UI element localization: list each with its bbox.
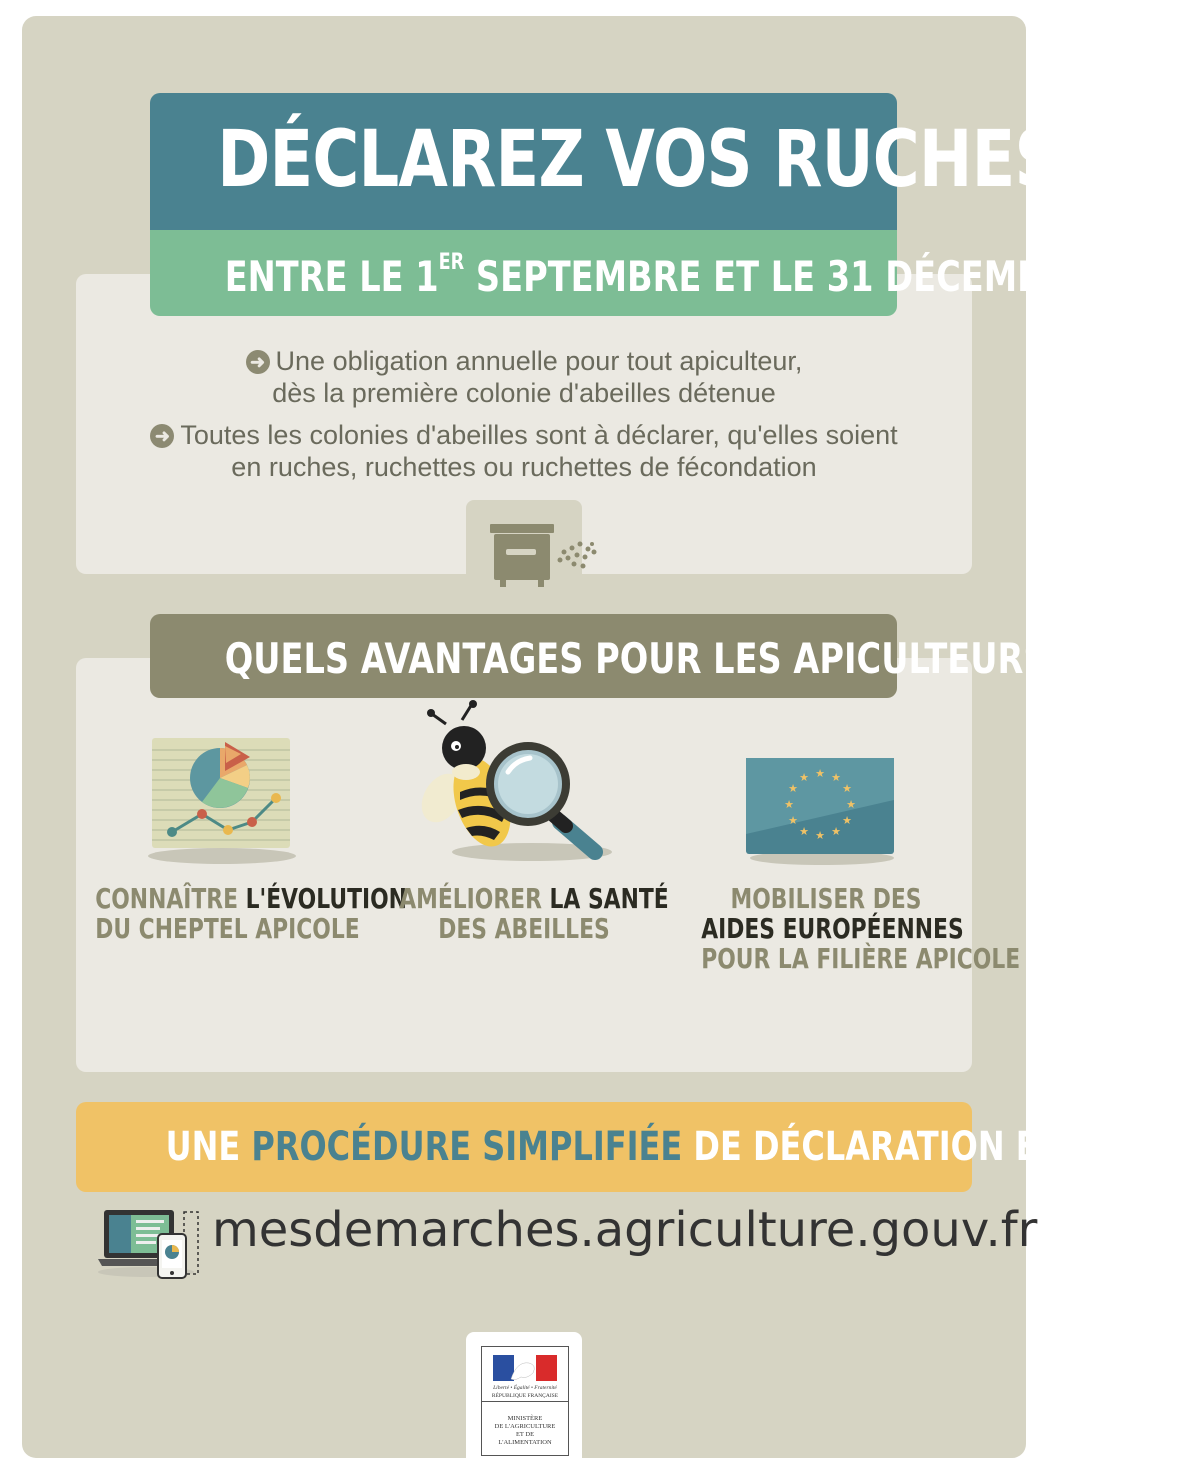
advantages-heading: QUELS AVANTAGES POUR LES APICULTEURS ? <box>224 634 1079 683</box>
advantage-1-b: L'ÉVOLUTION <box>245 882 407 915</box>
chart-icon <box>140 736 300 866</box>
ministry-line-2: DE L'AGRICULTURE <box>494 1423 556 1430</box>
svg-text:★: ★ <box>815 767 825 780</box>
svg-text:★: ★ <box>788 814 798 827</box>
svg-text:★: ★ <box>842 814 852 827</box>
svg-text:★: ★ <box>842 782 852 795</box>
arrow-right-circle-icon: ➜ <box>246 350 270 374</box>
devices-icon <box>96 1206 202 1282</box>
procedure-a: UNE <box>165 1124 252 1170</box>
advantage-1-c: DU CHEPTEL APICOLE <box>95 912 360 945</box>
logo-republic: RÉPUBLIQUE FRANÇAISE <box>491 1393 559 1399</box>
date-suffix: SEPTEMBRE ET LE 31 DÉCEMBRE <box>464 252 1092 301</box>
logo-ministry <box>482 1415 568 1447</box>
svg-text:★: ★ <box>799 825 809 838</box>
logo-divider <box>482 1401 568 1402</box>
svg-text:★: ★ <box>815 829 825 842</box>
page-title: DÉCLAREZ VOS RUCHES <box>217 115 1060 205</box>
smartphone-icon <box>158 1234 186 1278</box>
bee-magnifier-icon <box>420 702 620 870</box>
marianne-logo-icon <box>481 1346 569 1456</box>
bullet-2 <box>76 419 972 483</box>
website-link[interactable]: mesdemarches.agriculture.gouv.fr <box>212 1202 1038 1258</box>
beehive-icon <box>488 522 603 590</box>
procedure-text <box>165 1124 1183 1170</box>
svg-text:★: ★ <box>831 771 841 784</box>
bullet-1 <box>76 345 972 409</box>
procedure-c: DE DÉCLARATION EN LIGNE <box>682 1124 1183 1170</box>
ministry-line-4: L'ALIMENTATION <box>498 1439 552 1446</box>
date-superscript: ER <box>438 250 465 275</box>
advantage-1-caption <box>95 882 407 945</box>
advantage-2-c: DES ABEILLES <box>438 912 610 945</box>
advantage-2-b: LA SANTÉ <box>549 882 669 915</box>
advantage-3-caption <box>701 882 1021 975</box>
bullet-2-line2: en ruches, ruchettes ou ruchettes de fécondation <box>231 452 817 482</box>
advantage-2-caption <box>399 882 669 945</box>
date-prefix: ENTRE LE 1 <box>224 252 439 301</box>
date-range <box>224 250 1092 301</box>
advantage-2-a: AMÉLIORER <box>399 882 550 915</box>
svg-text:★: ★ <box>799 771 809 784</box>
svg-text:★: ★ <box>831 825 841 838</box>
ministry-line-3: ET DE <box>515 1431 535 1438</box>
advantage-1-a: CONNAÎTRE <box>95 882 246 915</box>
advantage-3-c: POUR LA FILIÈRE APICOLE <box>701 942 1021 975</box>
tricolor-flag-icon <box>493 1355 557 1381</box>
advantage-3-a: MOBILISER DES <box>730 882 922 915</box>
bullet-2-line1: Toutes les colonies d'abeilles sont à déclarer, qu'elles soient <box>180 420 898 450</box>
svg-text:★: ★ <box>784 798 794 811</box>
svg-text:★: ★ <box>788 782 798 795</box>
svg-text:★: ★ <box>846 798 856 811</box>
procedure-b: PROCÉDURE SIMPLIFIÉE <box>251 1124 683 1170</box>
bullet-1-line2: dès la première colonie d'abeilles détenue <box>272 378 776 408</box>
bees-icon <box>558 542 597 569</box>
arrow-right-circle-icon: ➜ <box>150 424 174 448</box>
ministry-line-1: MINISTÈRE <box>507 1415 543 1422</box>
advantage-3-b: AIDES EUROPÉENNES <box>701 912 964 945</box>
bullet-1-line1: Une obligation annuelle pour tout apiculteur, <box>275 346 803 376</box>
eu-flag-icon <box>742 752 902 867</box>
logo-motto: Liberté • Égalité • Fraternité <box>493 1385 557 1391</box>
